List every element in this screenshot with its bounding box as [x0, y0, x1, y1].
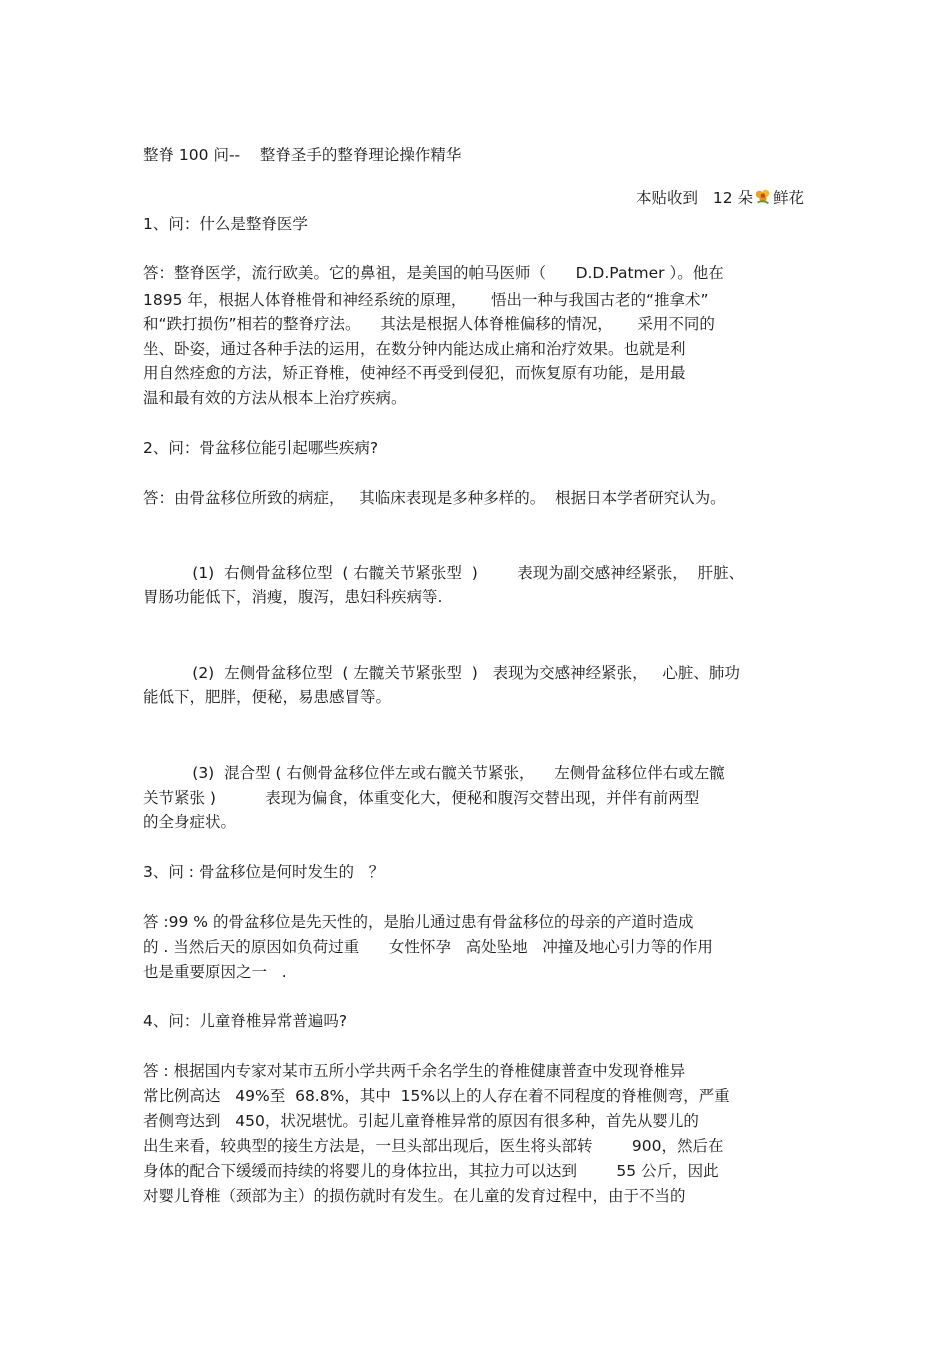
- answer-4-line-3: 者侧弯达到 450，状况堪忧。引起儿童脊椎异常的原因有很多种，首先从婴儿的: [143, 1112, 699, 1130]
- answer-1-line-4: 坐、卧姿，通过各种手法的运用，在数分钟内能达成止痛和治疗效果。也就是利: [143, 340, 686, 358]
- pelvis-type-1-line-1: (1) 右侧骨盆移位型 ( 右髋关节紧张型 ) 表现为副交感神经紧张， 肝脏、: [143, 564, 745, 582]
- answer-4-line-5: 身体的配合下缓缓而持续的将婴儿的身体拉出，其拉力可以达到 55 公斤，因此: [143, 1162, 719, 1180]
- question-3: 3、问 : 骨盆移位是何时发生的 ？: [143, 863, 385, 881]
- answer-4-line-1: 答 : 根据国内专家对某市五所小学共两千余名学生的脊椎健康普查中发现脊椎异: [143, 1062, 686, 1080]
- answer-3-line-1: 答 :99 % 的骨盆移位是先天性的，是胎儿通过患有骨盆移位的母亲的产道时造成: [143, 913, 694, 931]
- question-2: 2、问：骨盆移位能引起哪些疾病?: [143, 439, 379, 457]
- answer-4-line-4: 出生来看，较典型的接生方法是，一旦头部出现后，医生将头部转 900，然后在: [143, 1137, 724, 1155]
- answer-1-line-2: 1895 年，根据人体脊椎骨和神经系统的原理， 悟出一种与我国古老的“推拿术”: [143, 291, 709, 309]
- answer-1-line-6: 温和最有效的方法从根本上治疗疾病。: [143, 389, 407, 407]
- answer-3-line-3: 也是重要原因之一 .: [143, 963, 287, 981]
- answer-2: 答：由骨盆移位所致的病症， 其临床表现是多种多样的。 根据日本学者研究认为。: [143, 489, 726, 507]
- answer-4-line-6: 对婴儿脊椎（颈部为主）的损伤就时有发生。在儿童的发育过程中，由于不当的: [143, 1187, 686, 1205]
- pelvis-type-3-line-1: (3) 混合型 ( 右侧骨盆移位伴左或右髋关节紧张， 左侧骨盆移位伴右或左髋: [143, 764, 725, 782]
- question-1: 1、问：什么是整脊医学: [143, 215, 308, 233]
- answer-1-line-3: 和“跌打损伤”相若的整脊疗法。 其法是根据人体脊椎偏移的情况， 采用不同的: [143, 315, 715, 333]
- answer-4-line-2: 常比例高达 49%至 68.8%，其中 15%以上的人存在着不同程度的脊椎侧弯，严重: [143, 1087, 730, 1105]
- pelvis-type-2-line-2: 能低下，肥胖，便秘，易患感冒等。: [143, 688, 392, 706]
- answer-3-line-2: 的 . 当然后天的原因如负荷过重 女性怀孕 高处坠地 冲撞及地心引力等的作用: [143, 938, 713, 956]
- pelvis-type-3-line-3: 的全身症状。: [143, 813, 237, 831]
- document-title: 整脊 100 问-- 整脊圣手的整脊理论操作精华: [143, 146, 462, 164]
- flowers-prefix: 本贴收到 12 朵: [636, 189, 753, 207]
- flower-icon: [754, 188, 772, 206]
- answer-1-line-5: 用自然痊愈的方法，矫正脊椎，使神经不再受到侵犯，而恢复原有功能，是用最: [143, 364, 686, 382]
- answer-1-line-1: 答：整脊医学，流行欧美。它的鼻祖，是美国的帕马医师（ D.D.Patmer ）。他在: [143, 264, 724, 282]
- flowers-received: [636, 188, 804, 208]
- pelvis-type-2-line-1: (2) 左侧骨盆移位型 ( 左髋关节紧张型 ) 表现为交感神经紧张， 心脏、肺功: [143, 664, 740, 682]
- flowers-suffix: 鲜花: [772, 189, 804, 207]
- pelvis-type-1-line-2: 胃肠功能低下，消瘦，腹泻，患妇科疾病等.: [143, 588, 443, 606]
- question-4: 4、问：儿童脊椎异常普遍吗?: [143, 1012, 348, 1030]
- pelvis-type-3-line-2: 关节紧张 ) 表现为偏食，体重变化大，便秘和腹泻交替出现，并伴有前两型: [143, 789, 700, 807]
